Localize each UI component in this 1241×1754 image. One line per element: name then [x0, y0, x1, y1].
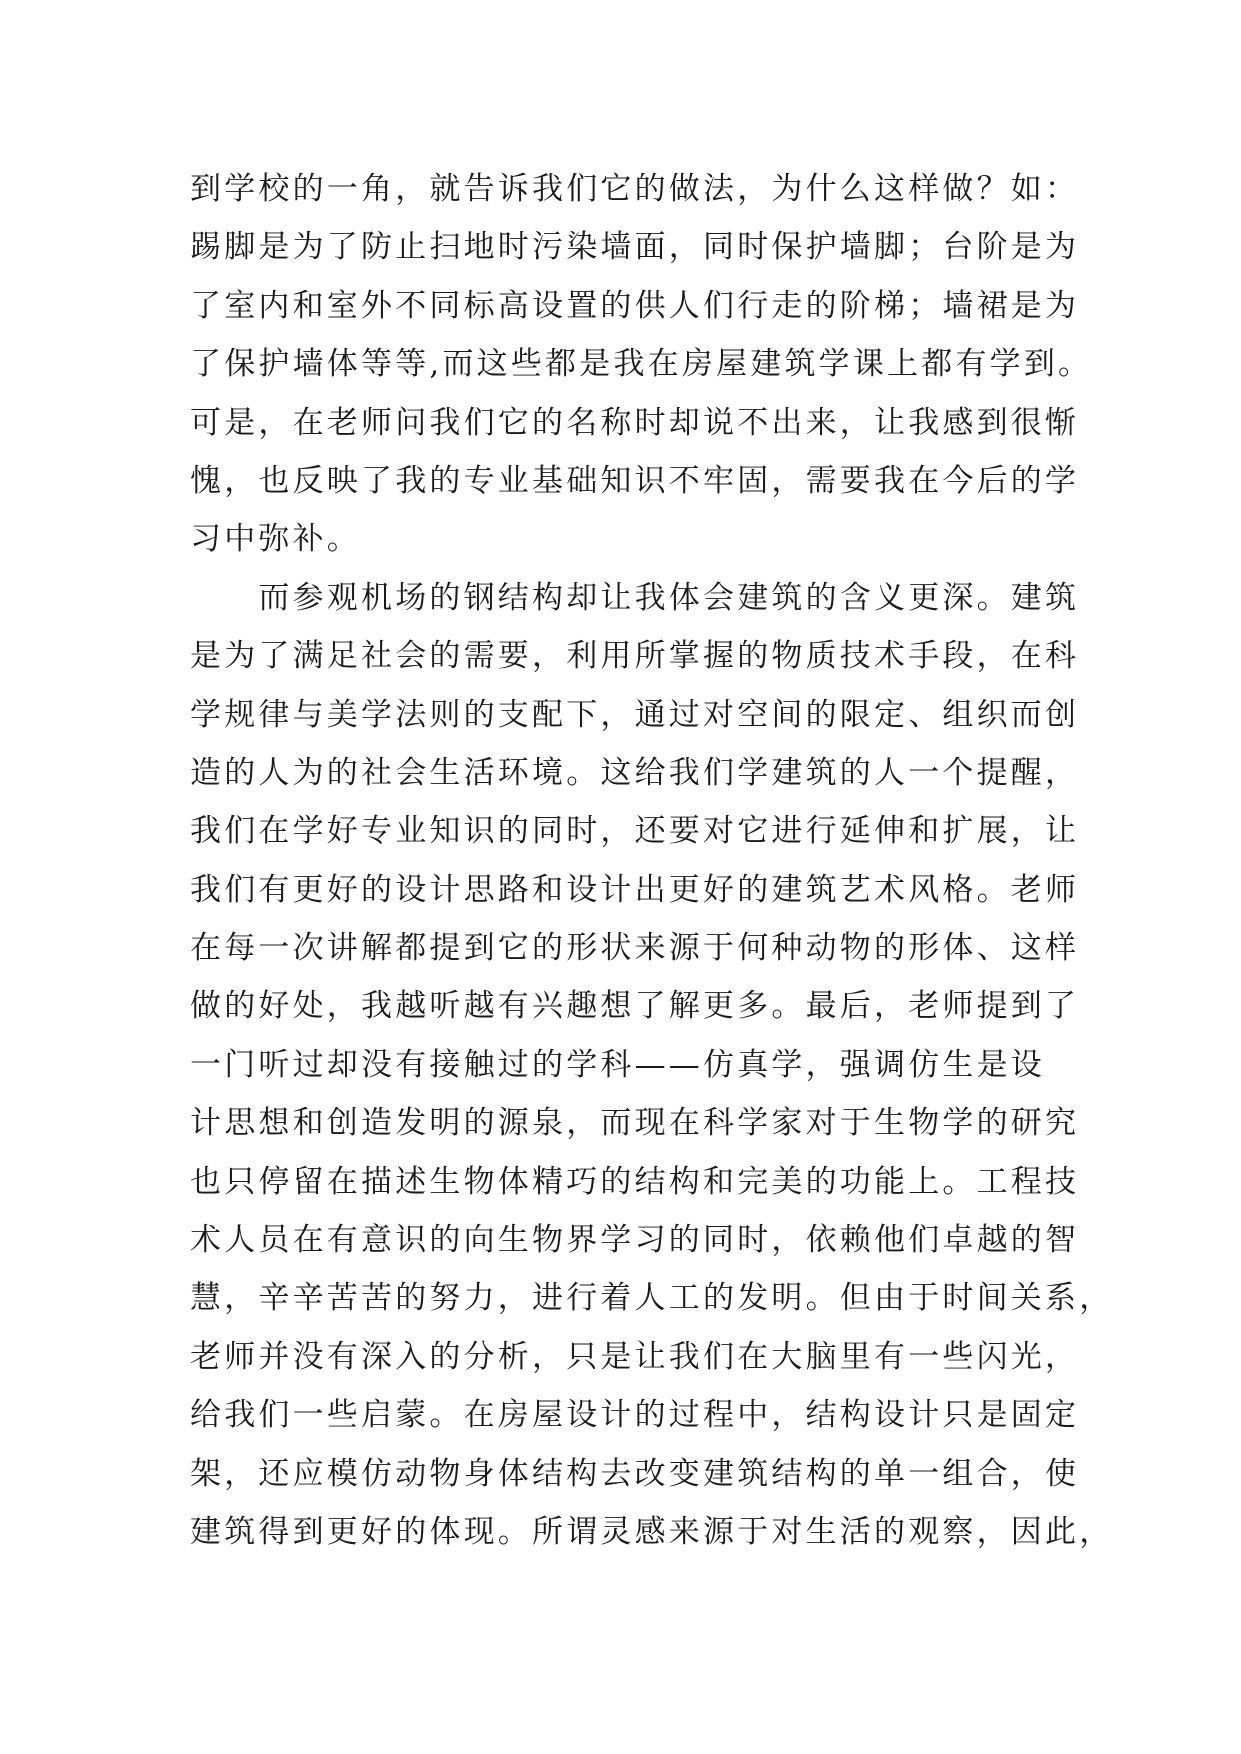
text-line: 也只停留在描述生物体精巧的结构和完美的功能上。工程技: [190, 1163, 1080, 1200]
text-line: 建筑得到更好的体现。所谓灵感来源于对生活的观察，因此，: [190, 1513, 1114, 1550]
text-line: 我们有更好的设计思路和设计出更好的建筑艺术风格。老师: [190, 871, 1080, 908]
text-line: 计思想和创造发明的源泉，而现在科学家对于生物学的研究: [190, 1105, 1080, 1142]
text-line: 老师并没有深入的分析，只是让我们在大脑里有一些闪光，: [190, 1338, 1080, 1375]
text-line: 造的人为的社会生活环境。这给我们学建筑的人一个提醒，: [190, 754, 1080, 791]
text-line: 踢脚是为了防止扫地时污染墙面，同时保护墙脚；台阶是为: [190, 229, 1080, 266]
text-line: 我们在学好专业知识的同时，还要对它进行延伸和扩展，让: [190, 813, 1080, 850]
text-line: 到学校的一角，就告诉我们它的做法，为什么这样做？如：: [190, 171, 1080, 207]
text-line: 架，还应模仿动物身体结构去改变建筑结构的单一组合，使: [190, 1455, 1080, 1492]
text-line: 做的好处，我越听越有兴趣想了解更多。最后，老师提到了: [190, 988, 1080, 1025]
text-line: 而参观机场的钢结构却让我体会建筑的含义更深。建筑: [190, 579, 1080, 616]
text-line: 了室内和室外不同标高设置的供人们行走的阶梯；墙裙是为: [190, 287, 1080, 324]
text-line: 术人员在有意识的向生物界学习的同时，依赖他们卓越的智: [190, 1222, 1080, 1259]
body-text: [190, 160, 1114, 1561]
text-line: 可是，在老师问我们它的名称时却说不出来，让我感到很惭: [190, 404, 1080, 441]
text-line: 一门听过却没有接触过的学科——仿真学，强调仿生是设: [190, 1046, 1045, 1083]
text-line: 是为了满足社会的需要，利用所掌握的物质技术手段，在科: [190, 638, 1080, 675]
text-line: 习中弥补。: [190, 521, 361, 558]
text-line: 给我们一些启蒙。在房屋设计的过程中，结构设计只是固定: [190, 1397, 1080, 1434]
text-line: 了保护墙体等等,而这些都是我在房屋建筑学课上都有学到。: [190, 346, 1093, 383]
text-line: 在每一次讲解都提到它的形状来源于何种动物的形体、这样: [190, 930, 1080, 967]
text-line: 愧，也反映了我的专业基础知识不牢固，需要我在今后的学: [190, 462, 1080, 499]
text-line: 慧，辛辛苦苦的努力，进行着人工的发明。但由于时间关系，: [190, 1280, 1114, 1317]
text-line: 学规律与美学法则的支配下，通过对空间的限定、组织而创: [190, 696, 1080, 733]
